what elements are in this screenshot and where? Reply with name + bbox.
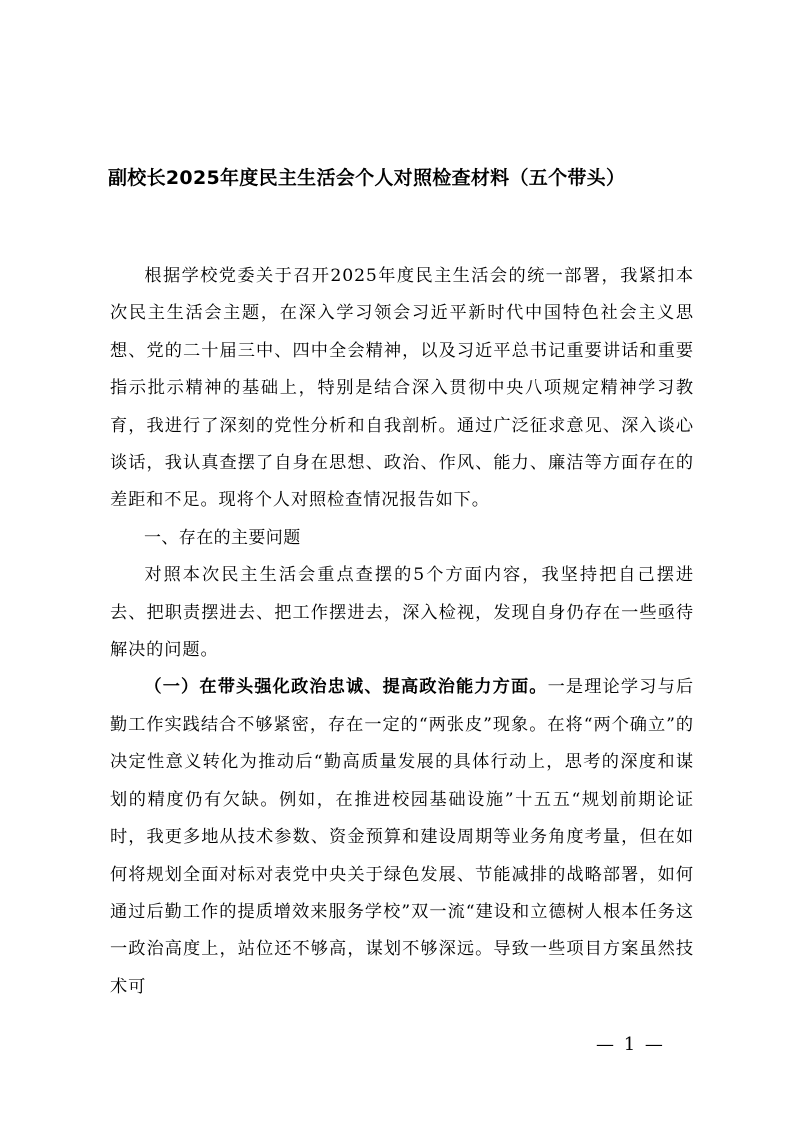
document-body <box>110 258 694 1006</box>
intro-paragraph: 根据学校党委关于召开2025年度民主生活会的统一部署，我紧扣本次民主生活会主题，在深入学习领会习近平新时代中国特色社会主义思想、党的二十届三中、四中全会精神，以及习近平总书记重要讲话和重要指示批示精神的基础上，特别是结合深入贯彻中央八项规定精神学习教育，我进行了深刻的党性分析和自我剖析。通过广泛征求意见、深入谈心谈话，我认真查摆了自身在思想、政治、作风、能力、廉洁等方面存在的差距和不足。现将个人对照检查情况报告如下。 <box>110 266 694 511</box>
item-text: 一是理论学习与后勤工作实践结合不够紧密，存在一定的“两张皮”现象。在将“两个确立”的决定性意义转化为推动后“勤高质量发展的具体行动上，思考的深度和谋划的精度仍有欠缺。例如，在推进校园基础设施”十五五“规划前期论证时，我更多地从技术参数、资金预算和建设周期等业务角度考量，但在如何将规划全面对标对表党中央关于绿色发展、节能减排的战略部署，如何通过后勤工作的提质增效来服务学校”双一流“建设和立德树人根本任务这一政治高度上，站位还不够高，谋划不够深远。导致一些项目方案虽然技术可 <box>110 677 694 997</box>
item-paragraph <box>110 669 694 1006</box>
section-heading: 一、存在的主要问题 <box>144 527 301 548</box>
item-label: （一）在带头强化政治忠诚、提高政治能力方面。 <box>144 677 548 698</box>
section-intro-paragraph: 对照本次民主生活会重点查摆的5个方面内容，我坚持把自己摆进去、把职责摆进去、把工作摆进去，深入检视，发现自身仍存在一些亟待解决的问题。 <box>110 565 694 661</box>
page-number: — 1 — <box>596 1034 665 1055</box>
document-title: 副校长2025年度民主生活会个人对照检查材料（五个带头） <box>108 167 626 189</box>
